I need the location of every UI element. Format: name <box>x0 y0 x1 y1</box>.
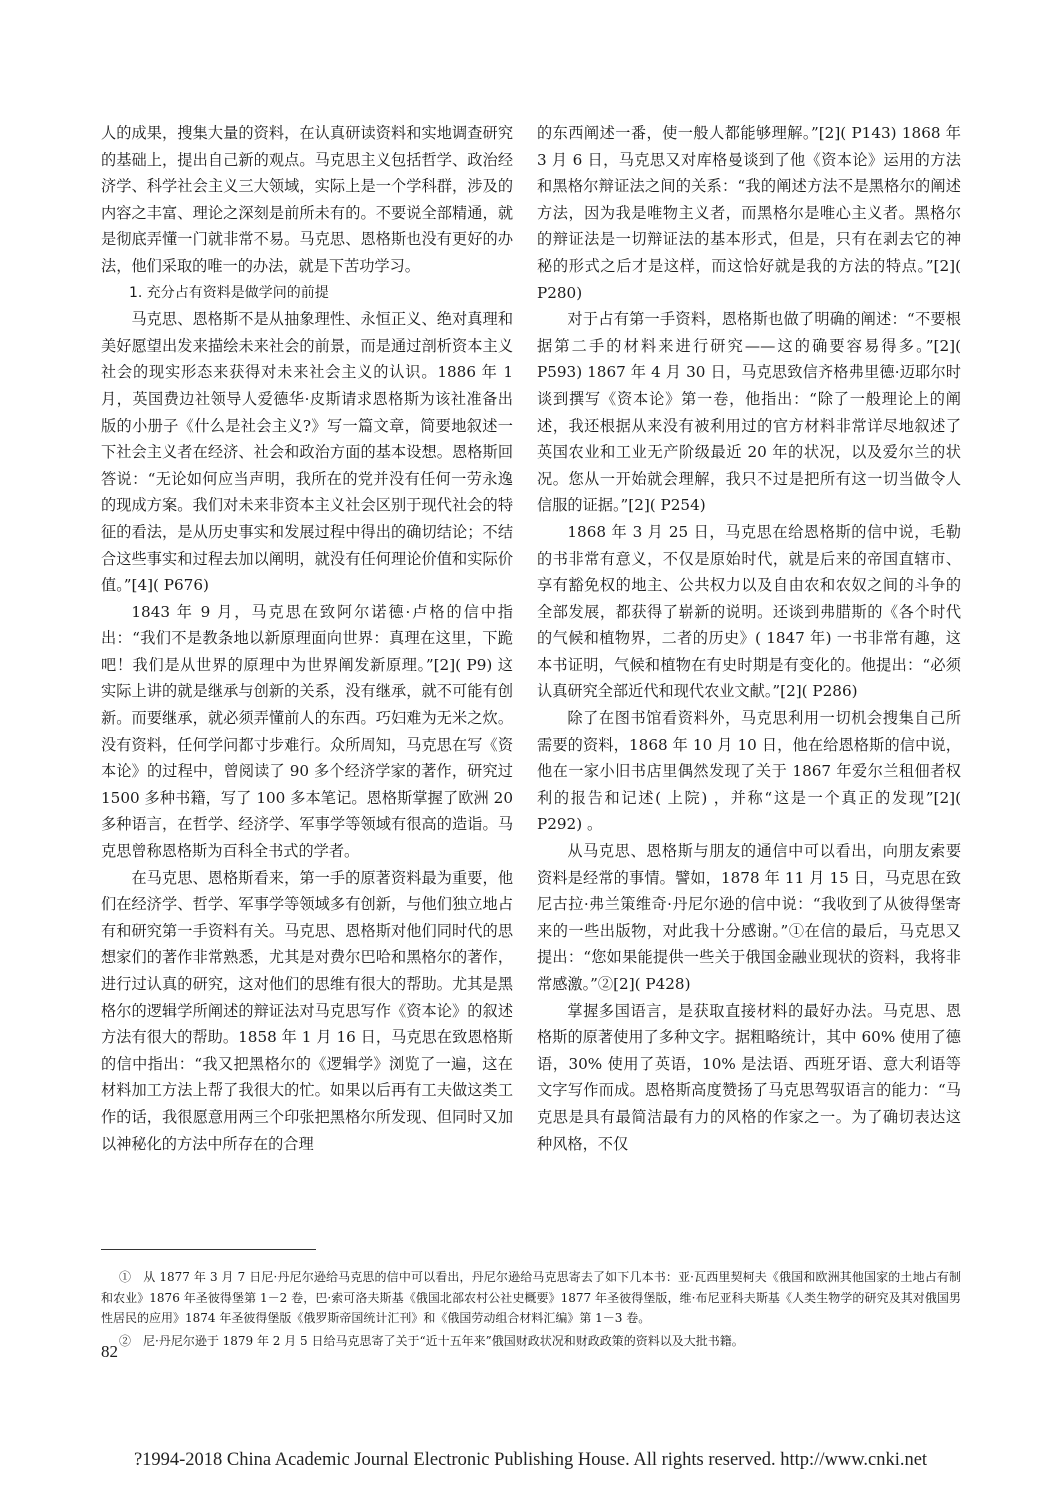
page-number: 82 <box>101 1342 118 1361</box>
paragraph: 掌握多国语言，是获取直接材料的最好办法。马克思、恩格斯的原著使用了多种文字。据粗略统计，其中 60% 使用了德语，30% 使用了英语，10% 是法语、西班牙语、意大利语等文字写作而成。恩格斯高度赞扬了马克思驾驭语言的能力：“马克思是具有最简洁最有力的风格的作家之一。为了确切表达这种风格，不仅 <box>537 1001 961 1153</box>
paragraph: 从马克思、恩格斯与朋友的通信中可以看出，向朋友索要资料是经常的事情。譬如，1878 年 11 月 15 日，马克思在致尼古拉·弗兰策维奇·丹尼尔逊的信中说：“我收到了从彼得堡寄来的一些出版物，对此我十分感谢。”①在信的最后，马克思又提出：“您如果能提供一些关于俄国金融业现状的资料，我将非常感激。”②[2]( P428) <box>537 842 961 993</box>
paragraph: 马克思、恩格斯不是从抽象理性、永恒正义、绝对真理和美好愿望出发来描绘未来社会的前景，而是通过剖析资本主义社会的现实形态来获得对未来社会主义的认识。1886 年 1 月，英国费边社领导人爱德华·皮斯请求恩格斯为该社准备出版的小册子《什么是社会主义?》写一篇文章，简要地叙述一下社会主义者在经济、社会和政治方面的基本设想。恩格斯回答说：“无论如何应当声明，我所在的党并没有任何一劳永逸的现成方案。我们对未来非资本主义社会区别于现代社会的特征的看法，是从历史事实和发展过程中得出的确切结论；不结合这些事实和过程去加以阐明，就没有任何理论价值和实际价值。”[4]( P676) <box>101 310 513 595</box>
paragraph: 1868 年 3 月 25 日，马克思在给恩格斯的信中说，毛勒的书非常有意义，不仅是原始时代，就是后来的帝国直辖市、享有豁免权的地主、公共权力以及自由农和农奴之间的斗争的全部发展，都获得了崭新的说明。还谈到弗腊斯的《各个时代的气候和植物界，二者的历史》( 1847 年) 一书非常有趣，这本书证明，气候和植物在有史时期是有变化的。他提出：“必须认真研究全部近代和现代农业文献。”[2]( P286) <box>537 522 961 701</box>
left-column <box>101 120 513 1157</box>
copyright-notice: ?1994-2018 China Academic Journal Electronic Publishing House. All rights reserved. http://www.cnki.net <box>133 1450 928 1470</box>
footnote: ② 尼·丹尼尔逊于 1879 年 2 月 5 日给马克思寄了关于“近十五年来”俄国财政状况和财政政策的资料以及大批书籍。 <box>119 1333 744 1348</box>
footnote: ① 从 1877 年 3 月 7 日尼·丹尼尔逊给马克思的信中可以看出，丹尼尔逊给马克思寄去了如下几本书：亚·瓦西里契柯夫《俄国和欧洲其他国家的土地占有制和农业》1876 年圣彼得堡第 1－2 卷，巴·索可洛夫斯基《俄国北部农村公社史概要》1877 年圣彼得堡版，维·布尼亚科夫斯基《人类生物学的研究及其对俄国男性居民的应用》1874 年圣彼得堡版《俄罗斯帝国统计汇刊》和《俄国劳动组合材料汇编》第 1－3 卷。 <box>101 1270 961 1325</box>
paragraph: 在马克思、恩格斯看来，第一手的原著资料最为重要，他们在经济学、哲学、军事学等领域多有创新，与他们独立地占有和研究第一手资料有关。马克思、恩格斯对他们同时代的思想家们的著作非常熟悉，尤其是对费尔巴哈和黑格尔的著作，进行过认真的研究，这对他们的思维有很大的帮助。尤其是黑格尔的逻辑学所阐述的辩证法对马克思写作《资本论》的叙述方法有很大的帮助。1858 年 1 月 16 日，马克思在致恩格斯的信中指出：“我又把黑格尔的《逻辑学》浏览了一遍，这在材料加工方法上帮了我很大的忙。如果以后再有工夫做这类工作的话，我很愿意用两三个印张把黑格尔所发现、但同时又加以神秘化的方法中所存在的合理 <box>101 868 513 1153</box>
paragraph: 人的成果，搜集大量的资料，在认真研读资料和实地调查研究的基础上，提出自己新的观点。马克思主义包括哲学、政治经济学、科学社会主义三大领域，实际上是一个学科群，涉及的内容之丰富、理论之深刻是前所未有的。不要说全部精通，就是彻底弄懂一门就非常不易。马克思、恩格斯也没有更好的办法，他们采取的唯一的办法，就是下苦功学习。 <box>101 124 513 275</box>
footnotes <box>101 1267 961 1353</box>
section-heading: 1. 充分占有资料是做学问的前提 <box>129 284 329 301</box>
paragraph: 对于占有第一手资料，恩格斯也做了明确的阐述：“不要根据第二手的材料来进行研究——这的确要容易得多。”[2]( P593) 1867 年 4 月 30 日，马克思致信齐格弗里德·迈耶尔时谈到撰写《资本论》第一卷，他指出：“除了一般理论上的阐述，我还根据从来没有被利用过的官方材料非常详尽地叙述了英国农业和工业无产阶级最近 20 年的状况，以及爱尔兰的状况。您从一开始就会理解，我只不过是把所有这一切当做令人信服的证据。”[2]( P254) <box>537 310 961 515</box>
right-column <box>537 120 961 1157</box>
paragraph: 的东西阐述一番，使一般人都能够理解。”[2]( P143) 1868 年 3 月 6 日，马克思又对库格曼谈到了他《资本论》运用的方法和黑格尔辩证法之间的关系：“我的阐述方法不是黑格尔的阐述方法，因为我是唯物主义者，而黑格尔是唯心主义者。黑格尔的辩证法是一切辩证法的基本形式，但是，只有在剥去它的神秘的形式之后才是这样，而这恰好就是我的方法的特点。”[2]( P280) <box>537 124 961 302</box>
paragraph: 1843 年 9 月，马克思在致阿尔诺德·卢格的信中指出：“我们不是教条地以新原理面向世界：真理在这里，下跪吧！我们是从世界的原理中为世界阐发新原理。”[2]( P9) 这实际上讲的就是继承与创新的关系，没有继承，就不可能有创新。而要继承，就必须弄懂前人的东西。巧妇难为无米之炊。没有资料，任何学问都寸步难行。众所周知，马克思在写《资本论》的过程中，曾阅读了 90 多个经济学家的著作，研究过 1500 多种书籍，写了 100 多本笔记。恩格斯掌握了欧洲 20 多种语言，在哲学、经济学、军事学等领域有很高的造诣。马克思曾称恩格斯为百科全书式的学者。 <box>101 602 513 861</box>
footnote-divider <box>101 1249 316 1250</box>
paragraph: 除了在图书馆看资料外，马克思利用一切机会搜集自己所需要的资料，1868 年 10 月 10 日，他在给恩格斯的信中说，他在一家小旧书店里偶然发现了关于 1867 年爱尔兰租佃者权利的报告和记述( 上院) ，并称“这是一个真正的发现”[2]( P292) 。 <box>537 709 961 834</box>
